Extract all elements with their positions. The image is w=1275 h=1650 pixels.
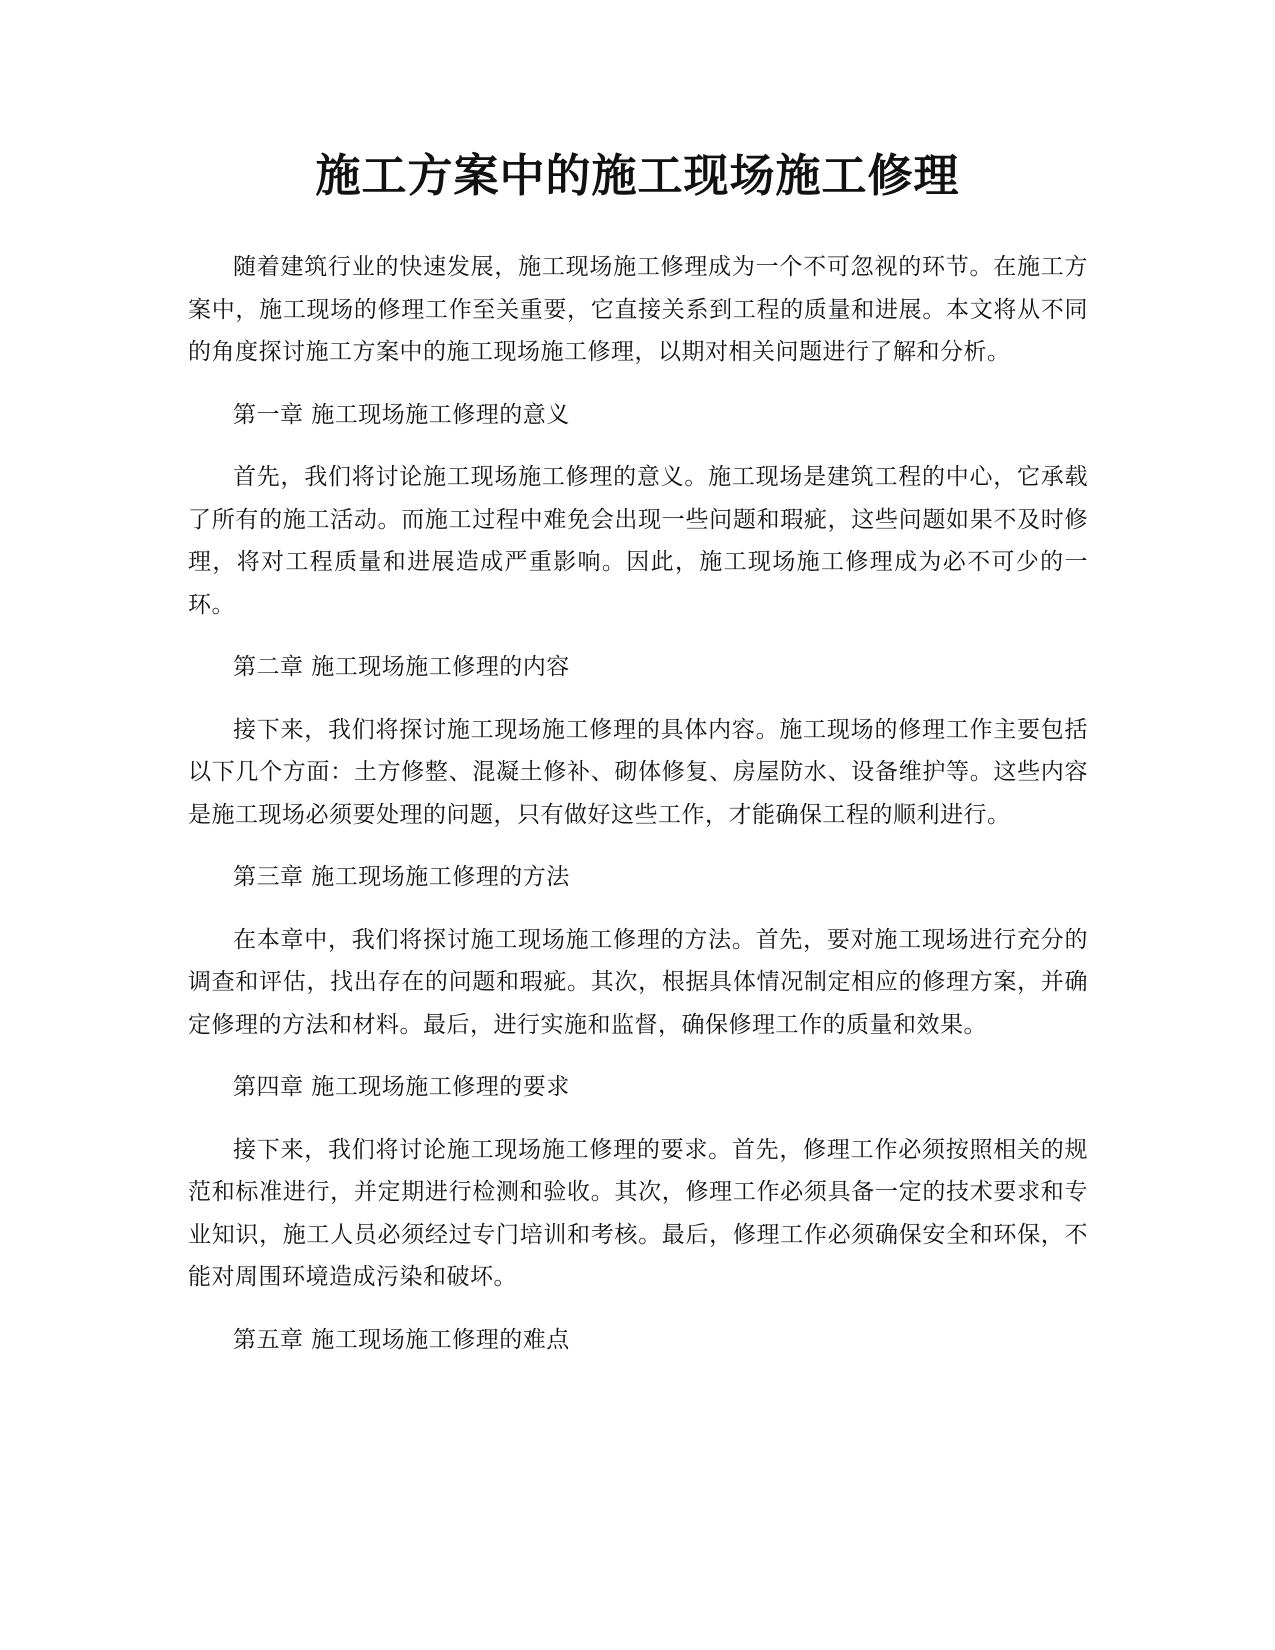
chapter-2-paragraph: 接下来，我们将探讨施工现场施工修理的具体内容。施工现场的修理工作主要包括以下几个方面：土方修整、混凝土修补、砌体修复、房屋防水、设备维护等。这些内容是施工现场必须要处理的问题，只有做好这些工作，才能确保工程的顺利进行。 xyxy=(188,716,1088,828)
chapter-3-paragraph: 在本章中，我们将探讨施工现场施工修理的方法。首先，要对施工现场进行充分的调查和评估，找出存在的问题和瑕疵。其次，根据具体情况制定相应的修理方案，并确定修理的方法和材料。最后，进行实施和监督，确保修理工作的质量和效果。 xyxy=(188,926,1088,1038)
document-title: 施工方案中的施工现场施工修理 xyxy=(315,149,960,202)
document-body xyxy=(188,246,1088,1381)
intro-paragraph: 随着建筑行业的快速发展，施工现场施工修理成为一个不可忽视的环节。在施工方案中，施工现场的修理工作至关重要，它直接关系到工程的质量和进展。本文将从不同的角度探讨施工方案中的施工现场施工修理，以期对相关问题进行了解和分析。 xyxy=(188,254,1088,365)
chapter-2-heading: 第二章 施工现场施工修理的内容 xyxy=(233,654,570,680)
chapter-4-paragraph: 接下来，我们将讨论施工现场施工修理的要求。首先，修理工作必须按照相关的规范和标准进行，并定期进行检测和验收。其次，修理工作必须具备一定的技术要求和专业知识，施工人员必须经过专门培训和考核。最后，修理工作必须确保安全和环保，不能对周围环境造成污染和破坏。 xyxy=(188,1136,1088,1290)
chapter-5-heading: 第五章 施工现场施工修理的难点 xyxy=(233,1326,570,1353)
chapter-1-heading: 第一章 施工现场施工修理的意义 xyxy=(233,401,570,428)
chapter-3-heading: 第三章 施工现场施工修理的方法 xyxy=(233,864,570,890)
chapter-1-paragraph: 首先，我们将讨论施工现场施工修理的意义。施工现场是建筑工程的中心，它承载了所有的施工活动。而施工过程中难免会出现一些问题和瑕疵，这些问题如果不及时修理，将对工程质量和进展造成严重影响。因此，施工现场施工修理成为必不可少的一环。 xyxy=(188,464,1088,618)
chapter-4-heading: 第四章 施工现场施工修理的要求 xyxy=(233,1074,570,1100)
